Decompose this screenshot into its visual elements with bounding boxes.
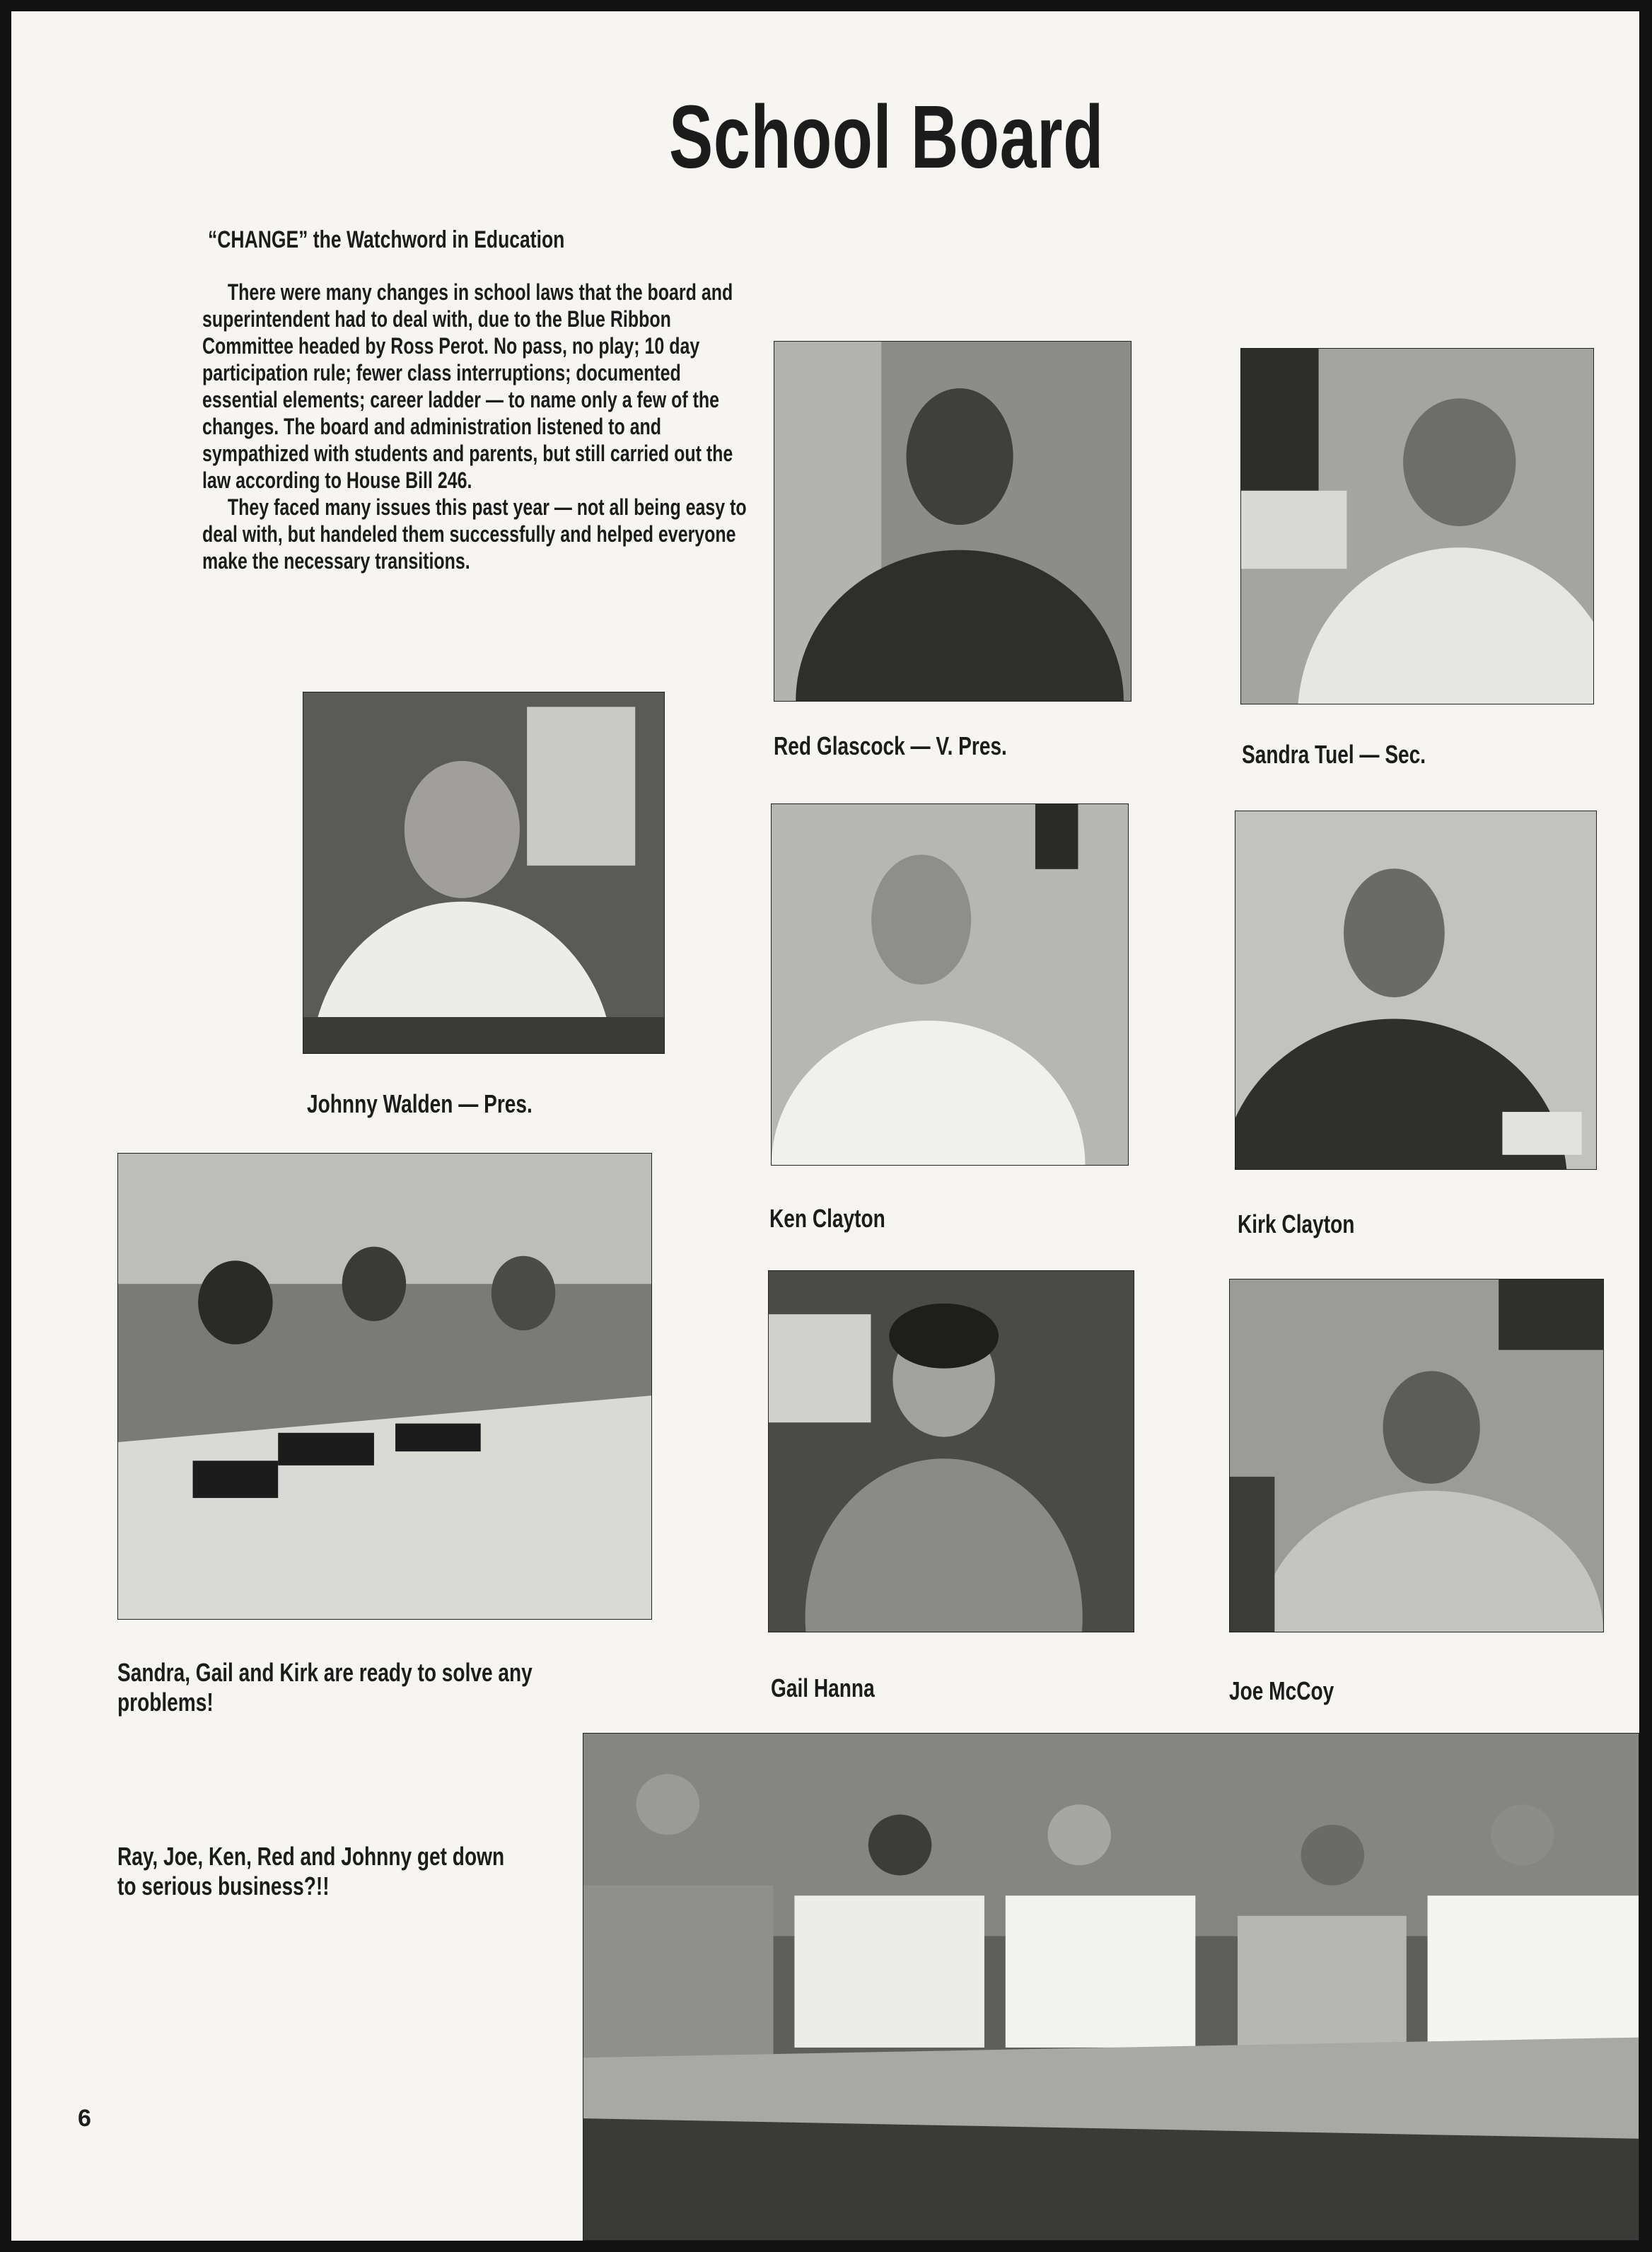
- caption-johnny-walden: Johnny Walden — Pres.: [307, 1089, 533, 1118]
- article-subtitle: “CHANGE” the Watchword in Education: [208, 226, 565, 253]
- caption-gail-hanna: Gail Hanna: [771, 1673, 875, 1702]
- photo-kirk-clayton: [1235, 811, 1597, 1170]
- photo-ken-clayton: [771, 803, 1129, 1166]
- photo-red-glascock: [774, 341, 1132, 702]
- photo-group-sandra-gail-kirk: [117, 1153, 652, 1620]
- caption-ken-clayton: Ken Clayton: [769, 1204, 885, 1233]
- caption-red-glascock: Red Glascock — V. Pres.: [774, 731, 1007, 760]
- photo-joe-mccoy: [1229, 1279, 1604, 1632]
- photo-sandra-tuel: [1240, 348, 1594, 704]
- photo-johnny-walden: [303, 692, 665, 1054]
- yearbook-page: [11, 11, 1639, 2241]
- photo-group-board: [583, 1733, 1639, 2241]
- caption-sandra-tuel: Sandra Tuel — Sec.: [1242, 740, 1426, 769]
- article-body: [202, 279, 754, 574]
- caption-kirk-clayton: Kirk Clayton: [1238, 1209, 1355, 1238]
- article-paragraph-1: There were many changes in school laws that the board and superintendent had to deal with, due to the Blue Ribbon Committee headed by Ross Perot. No pass, no play; 10 day participation rule; fewer class interruptions; documented essential elements; career ladder — to name only a few of the changes. The board and administration listened to and sympathized with students and parents, but still carried out the law according to House Bill 246.: [202, 279, 733, 493]
- caption-group-board: Ray, Joe, Ken, Red and Johnny get down to serious business?!!: [117, 1842, 505, 1900]
- page-title: School Board: [669, 87, 1104, 187]
- photo-gail-hanna: [768, 1270, 1134, 1632]
- page-number: 6: [78, 2105, 91, 2132]
- article-paragraph-2: They faced many issues this past year — not all being easy to deal with, but handeled them successfully and helped everyone make the necessary transitions.: [202, 494, 747, 574]
- caption-joe-mccoy: Joe McCoy: [1229, 1676, 1334, 1705]
- caption-group-sandra-gail-kirk: Sandra, Gail and Kirk are ready to solve any problems!: [117, 1658, 533, 1717]
